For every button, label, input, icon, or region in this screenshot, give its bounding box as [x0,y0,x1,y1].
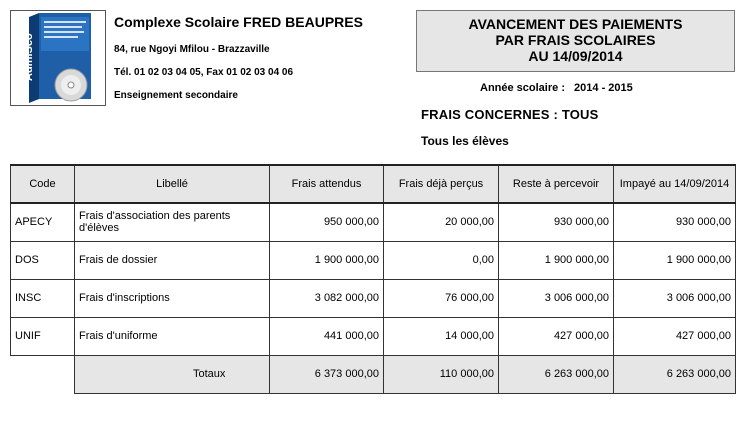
cell-impaye: 427 000,00 [614,317,736,355]
header-reste: Reste à percevoir [499,165,614,203]
table-row [11,317,736,355]
cell-percus: 14 000,00 [384,317,499,355]
totals-label [75,355,270,393]
totals-row [11,355,736,393]
cell-impaye: 930 000,00 [614,203,736,241]
cell-percus: 0,00 [384,241,499,279]
cell-libelle: Frais d'uniforme [75,317,270,355]
cell-attendus: 3 082 000,00 [270,279,384,317]
totals-spacer [11,355,75,393]
school-name: Complexe Scolaire FRED BEAUPRES [114,14,363,30]
cell-code: UNIF [11,317,75,355]
school-logo [10,10,106,106]
cell-impaye: 3 006 000,00 [614,279,736,317]
report-title [416,10,735,72]
header-code: Code [11,165,75,203]
total-percus: 110 000,00 [384,355,499,393]
total-impaye: 6 263 000,00 [614,355,736,393]
cell-percus: 76 000,00 [384,279,499,317]
total-reste: 6 263 000,00 [499,355,614,393]
school-year-value: 2014 - 2015 [574,82,633,94]
cell-code: APECY [11,203,75,241]
cell-attendus: 950 000,00 [270,203,384,241]
cell-reste: 1 900 000,00 [499,241,614,279]
total-attendus: 6 373 000,00 [270,355,384,393]
fees-filter: FRAIS CONCERNES : TOUS [421,107,599,122]
cell-reste: 427 000,00 [499,317,614,355]
school-info [114,12,363,101]
cell-impaye: 1 900 000,00 [614,241,736,279]
table-row [11,203,736,241]
school-level: Enseignement secondaire [114,90,238,101]
report-title-line: PAR FRAIS SCOLAIRES [495,32,656,48]
cell-libelle: Frais d'association des parents d'élèves [75,203,270,241]
table-header-row [11,165,736,203]
cell-percus: 20 000,00 [384,203,499,241]
table-row [11,279,736,317]
logo-side-text: AdmiSco [23,33,35,81]
cell-code: DOS [11,241,75,279]
header-attendus: Frais attendus [270,165,384,203]
software-box-icon [11,11,105,105]
cell-reste: 3 006 000,00 [499,279,614,317]
report-title-line: AVANCEMENT DES PAIEMENTS [468,16,683,32]
cell-attendus: 441 000,00 [270,317,384,355]
report-title-line: AU 14/09/2014 [528,48,623,64]
school-year-label: Année scolaire : [480,82,565,94]
header-libelle: Libellé [75,165,270,203]
header-percus: Frais déjà perçus [384,165,499,203]
cell-libelle: Frais d'inscriptions [75,279,270,317]
school-year [480,82,633,94]
totals-label-text: Totaux [193,368,226,380]
cell-code: INSC [11,279,75,317]
header-impaye: Impayé au 14/09/2014 [614,165,736,203]
payments-table [10,164,736,394]
table-row [11,241,736,279]
cell-libelle: Frais de dossier [75,241,270,279]
cell-attendus: 1 900 000,00 [270,241,384,279]
school-phone: Tél. 01 02 03 04 05, Fax 01 02 03 04 06 [114,67,294,78]
cell-reste: 930 000,00 [499,203,614,241]
students-filter: Tous les élèves [421,134,509,148]
school-address: 84, rue Ngoyi Mfilou - Brazzaville [114,44,270,55]
